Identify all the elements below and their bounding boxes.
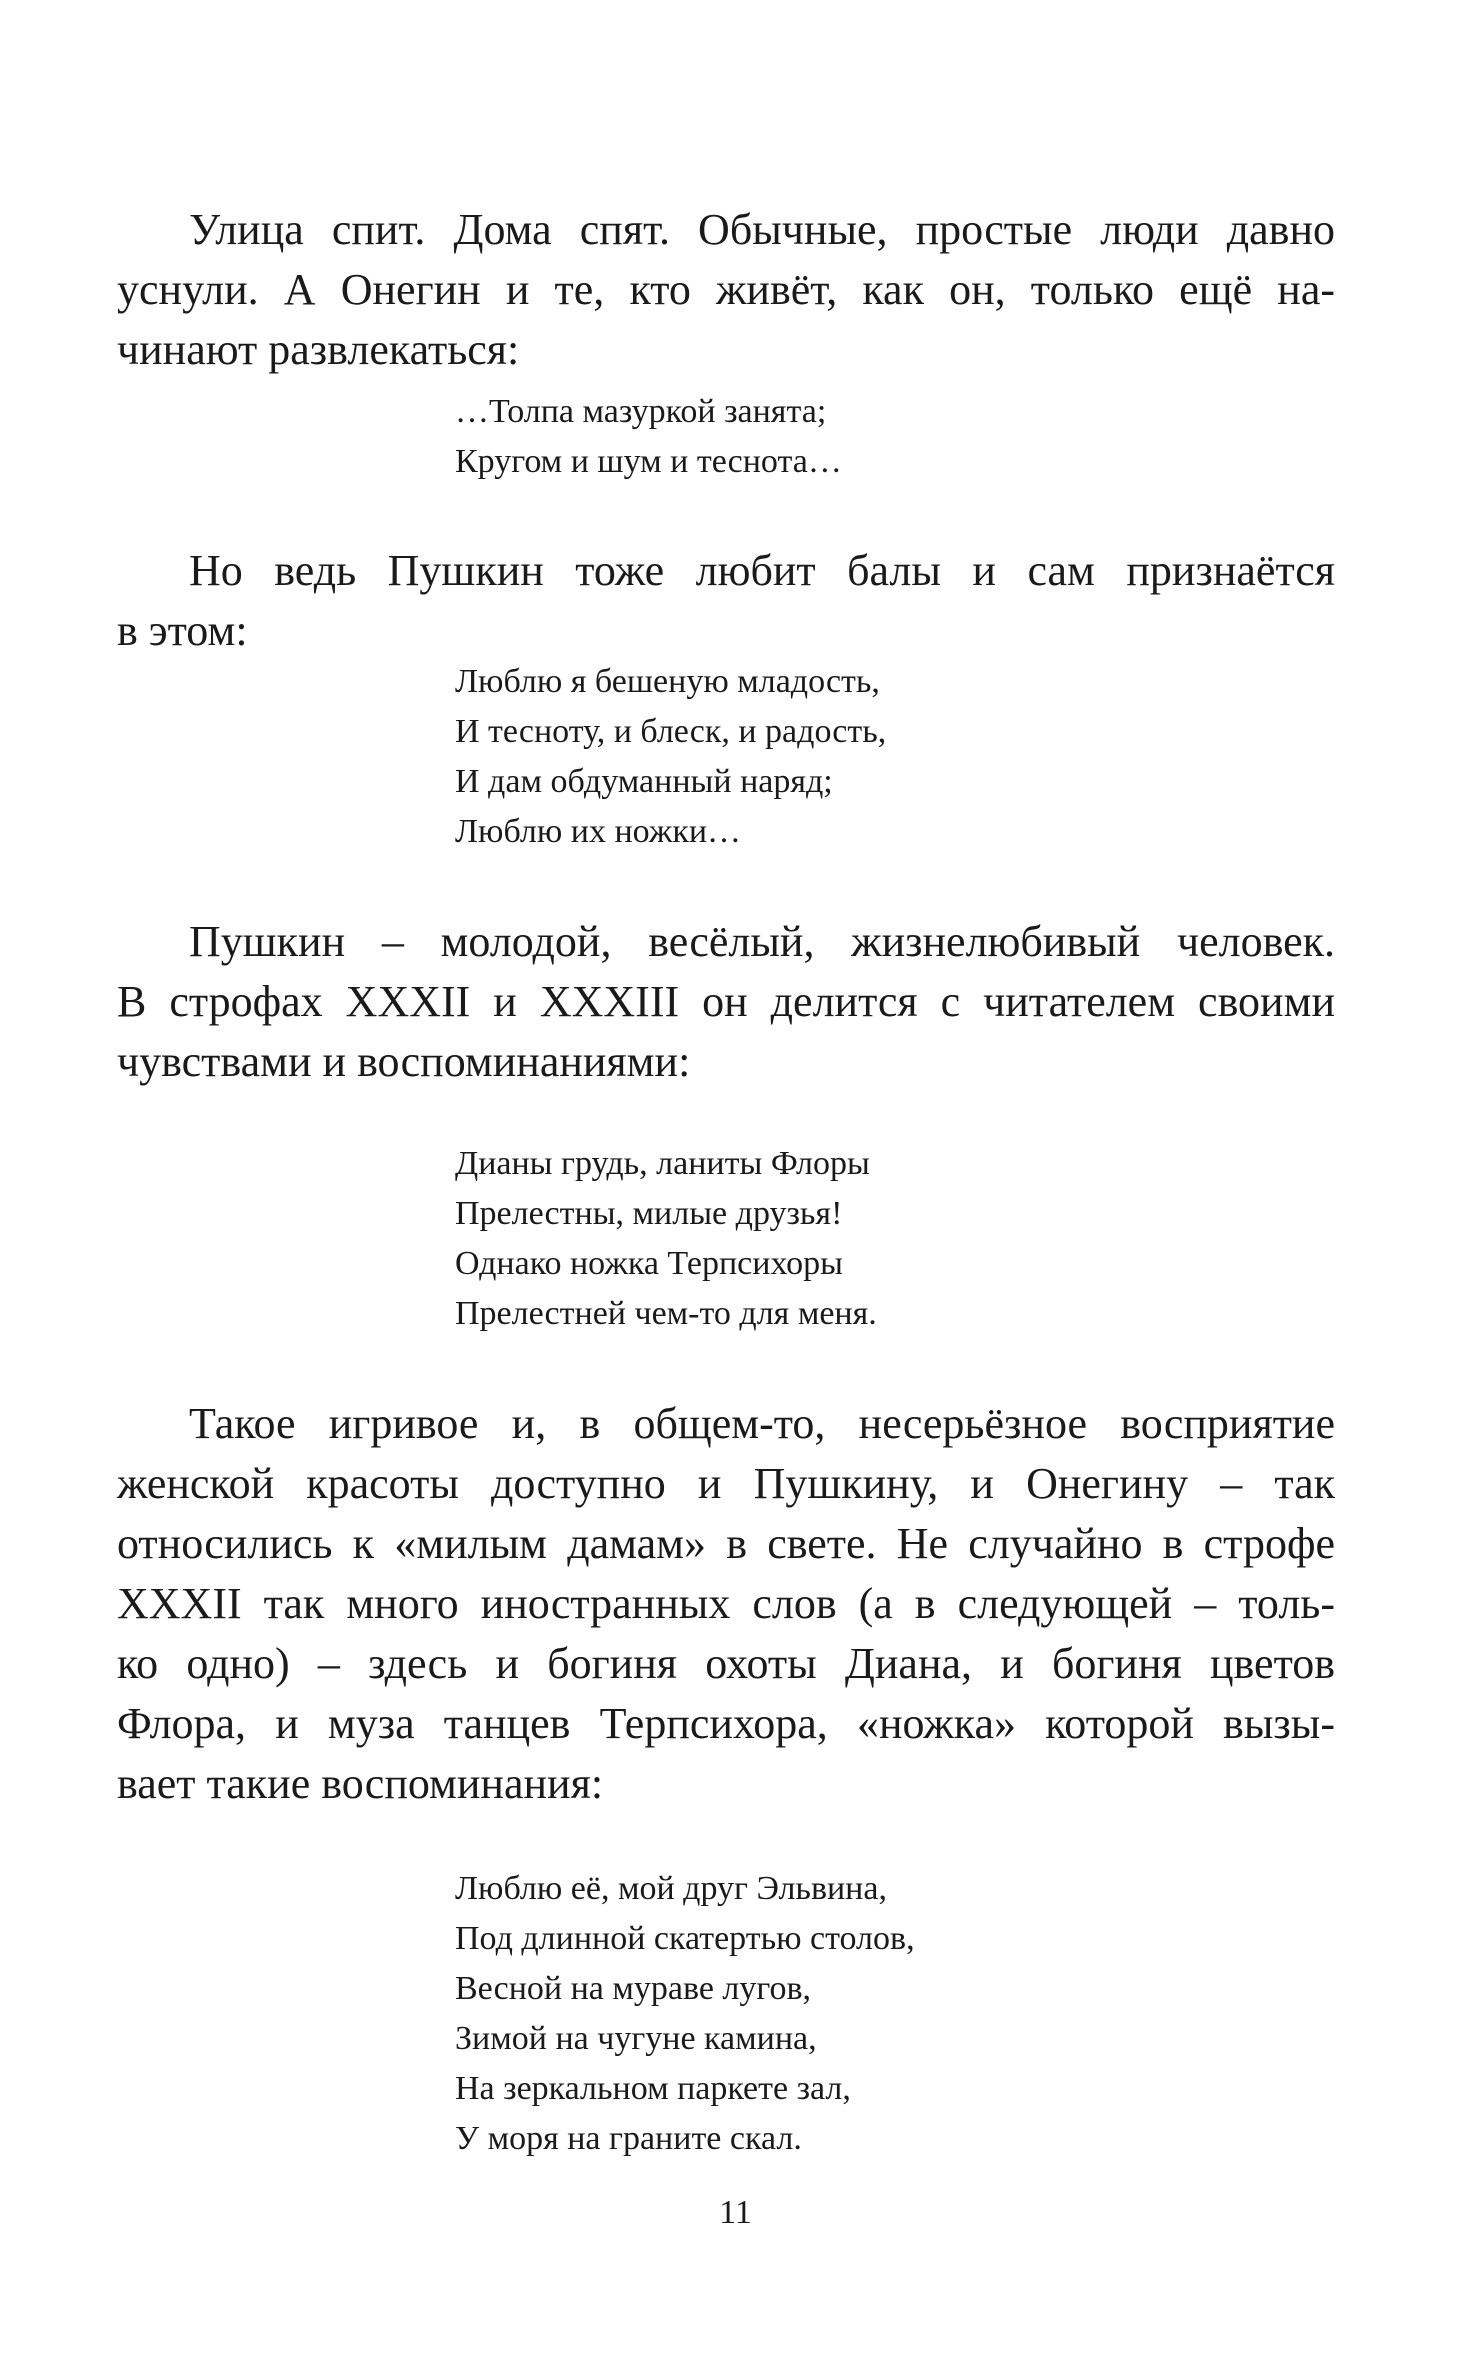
verse-line: На зеркальном паркете зал, (455, 2070, 851, 2107)
paragraph-line: Флора, и муза танцев Терпсихора, «ножка» которой вызы- (117, 1699, 1335, 1748)
verse-line: Прелестны, милые друзья! (455, 1195, 843, 1232)
paragraph-4 (117, 1394, 1335, 1814)
verse-line: Люблю её, мой друг Эльвина, (455, 1870, 887, 1907)
paragraph-line: чинают развлекаться: (117, 325, 520, 374)
paragraph-line: Пушкин – молодой, весёлый, жизнелюбивый человек. (189, 917, 1335, 966)
verse-line: И тесноту, и блеск, и радость, (455, 713, 887, 750)
paragraph-line: женской красоты доступно и Пушкину, и Онегину – так (117, 1459, 1335, 1508)
paragraph-line: чувствами и воспоминаниями: (117, 1037, 691, 1086)
paragraph-line: относились к «милым дамам» в свете. Не случайно в строфе (117, 1519, 1335, 1568)
verse-line: И дам обдуманный наряд; (455, 763, 833, 800)
verse-quote-2 (455, 657, 886, 857)
paragraph-line: Но ведь Пушкин тоже любит балы и сам признаётся (189, 546, 1335, 595)
paragraph-line: В строфах XXXII и XXXIII он делится с читателем своими (117, 977, 1335, 1026)
verse-line: Зимой на чугуне камина, (455, 2020, 817, 2057)
verse-line: …Толпа мазуркой занята; (455, 393, 827, 430)
paragraph-line: Улица спит. Дома спят. Обычные, простые люди давно (189, 205, 1335, 254)
verse-line: Кругом и шум и теснота… (455, 443, 842, 480)
verse-line: Дианы грудь, ланиты Флоры (455, 1145, 870, 1182)
paragraph-line: вает такие воспоминания: (117, 1759, 604, 1808)
page-number: 11 (719, 2194, 752, 2231)
verse-quote-1 (455, 387, 842, 487)
paragraph-2 (117, 541, 1335, 661)
paragraph-line: XXXII так много иностранных слов (а в следующей – толь- (117, 1579, 1335, 1628)
verse-line: Однако ножка Терпсихоры (455, 1245, 844, 1282)
verse-line: Люблю их ножки… (455, 813, 742, 850)
verse-line: У моря на граните скал. (455, 2120, 802, 2157)
verse-quote-4 (455, 1864, 915, 2164)
verse-line: Прелестней чем-то для меня. (455, 1295, 877, 1332)
paragraph-1 (117, 200, 1335, 380)
paragraph-line: ко одно) – здесь и богиня охоты Диана, и богиня цветов (117, 1639, 1335, 1688)
verse-line: Люблю я бешеную младость, (455, 663, 880, 700)
paragraph-3 (117, 912, 1335, 1092)
paragraph-line: в этом: (117, 606, 248, 655)
verse-quote-3 (455, 1139, 877, 1339)
paragraph-line: Такое игривое и, в общем-то, несерьёзное восприятие (189, 1399, 1335, 1448)
verse-line: Под длинной скатертью столов, (455, 1920, 915, 1957)
verse-line: Весной на мураве лугов, (455, 1970, 812, 2007)
paragraph-line: уснули. А Онегин и те, кто живёт, как он, только ещё на- (117, 265, 1335, 314)
